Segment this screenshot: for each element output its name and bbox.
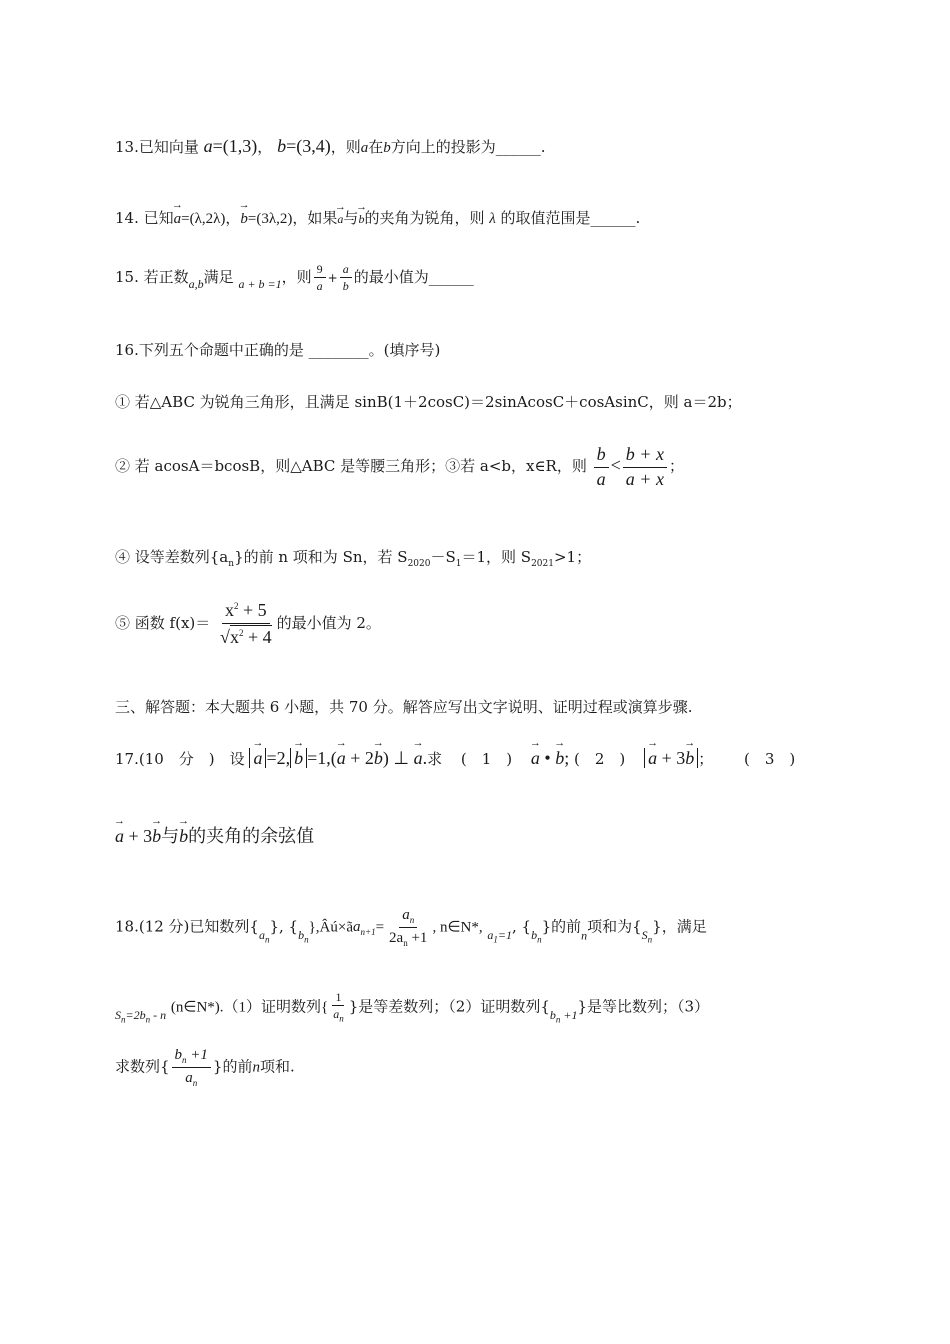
- answer-blank: ______: [590, 209, 636, 227]
- proposition-4: ④ 设等差数列$\{a_n\}$的前 n 项和为 Sn，若 $S_{2020}-S_1=1$，则 $S_{2021}>1$；: [115, 548, 592, 569]
- question-13: 13.已知向量 a=(1,3)， b=(3,4)，则a在b方向上的投影为______.: [115, 136, 546, 156]
- section-heading: 三、解答题：本大题共 6 小题，共 70 分。解答应写出文字说明、证明过程或演算步骤.: [115, 698, 693, 716]
- q13-number: 13.: [115, 138, 139, 156]
- vector-b: → b: [240, 210, 248, 228]
- question-17-part-3: → a + 3→ b与→ b的夹角的余弦值: [115, 826, 314, 848]
- q15-number: 15.: [115, 267, 139, 286]
- proposition-1: ① 若△ABC 为锐角三角形，且满足 sinB(1＋2cosC)＝2sinAcosC＋cosAsinC，则 a＝2b；: [115, 393, 742, 411]
- fraction-b-over-a: $\frac{b}{a}$: [594, 444, 609, 490]
- fraction-recurrence: $\frac{a_n}{2a_n +1}$: [389, 907, 428, 948]
- question-18: 18.(12 分)已知数列$\{_{a_n}\}$, $\{_{b_n}\},Âú\times ãa_{n+1}=$ $\frac{a_n}{2a_n +1}$ , n∈N*, $_{a_1=1}$, $\{_{b_n}\}$的前$_n$项和为$\{_{S_n}\}$，满足: [115, 907, 707, 948]
- question-18-line-3: 求数列{ $\frac{b_n +1}{a_n}$ }的前n项和.: [115, 1047, 295, 1088]
- question-14: 14. 已知→ a=(λ,2λ)，→ b=(3λ,2)，如果→ a与→ b的夹角为锐角，则 λ 的取值范围是______.: [115, 209, 640, 228]
- fraction-bn1-over-an: $\frac{b_n +1}{a_n}$: [172, 1046, 211, 1089]
- question-17: 17.(10 分 ) 设 → a =2,→ b =1,(→ a + 2→ b) ⊥ → a.求 ( 1 ) → a • → b; ( 2 ) → a + 3→ b ； ( 3 ): [115, 748, 795, 770]
- fraction-1-over-an: $\frac{1}{a_n}$: [333, 990, 344, 1024]
- fraction-9-over-a: $\frac{9}{a}$: [314, 262, 326, 294]
- fraction-bx-over-ax: $\frac{b + x}{a + x}$: [623, 444, 667, 490]
- answer-blank: ______: [495, 138, 541, 156]
- question-18-line-2: $_{S_n=2b_n - n}$ (n∈N*).（1）证明数列{ $\frac{1}{a_n}$ }是等差数列；（2）证明数列$\{_{b_n +1}\}$是等比数列；（3）: [115, 990, 710, 1025]
- vector-a: → a: [174, 210, 182, 228]
- function-fraction: $\frac{x^2 + 5}{√x^2 + 4}$: [220, 600, 272, 647]
- fraction-a-over-b: $\frac{a}{b}$: [340, 262, 352, 294]
- question-15: 15. 若正数$_{a,b}$满足 $_{a + b =1}$，则 $\frac{9}{a}$ + $\frac{a}{b}$ 的最小值为______: [115, 262, 474, 294]
- question-16-heading: 16.下列五个命题中正确的是 ________。(填序号): [115, 341, 441, 359]
- proposition-5: ⑤ 函数 f(x)＝ $\frac{x^2 + 5}{√x^2 + 4}$ 的最小值为 2。: [115, 600, 381, 647]
- proposition-2-3: ② 若 acosA＝bcosB，则△ABC 是等腰三角形；③若 a<b，x∈R，则 $\frac{b}{a}$ < $\frac{b + x}{a + x}$ ；: [115, 444, 684, 489]
- answer-blank: ______: [428, 267, 474, 286]
- q14-number: 14.: [115, 209, 139, 227]
